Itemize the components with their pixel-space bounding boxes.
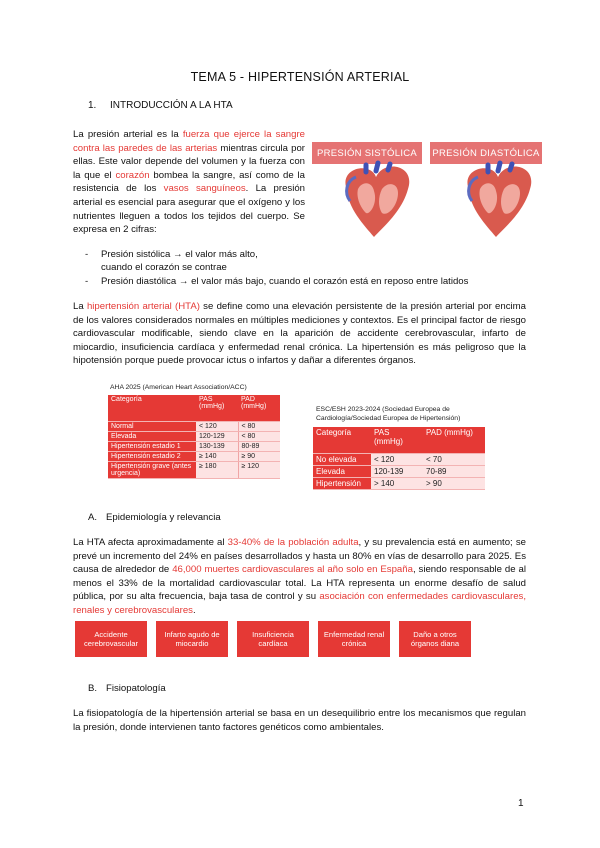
section-title: Epidemiología y relevancia — [106, 512, 221, 523]
table-cell: 80-89 — [238, 442, 280, 452]
table-row — [108, 432, 280, 442]
section-number: 1. — [88, 100, 97, 111]
complications-boxes — [75, 621, 471, 657]
table-cell: Hipertensión grave (antes urgencia) — [108, 462, 196, 479]
table-cell: 120-129 — [196, 432, 238, 442]
text-run: mientras circula por ellas. Este valor depende del volumen y la fuerza con la que el — [73, 142, 306, 181]
table-row — [108, 462, 280, 479]
heart-icon — [308, 135, 546, 240]
table-cell: < 80 — [238, 422, 280, 432]
esc-classification-table — [313, 427, 485, 490]
table-cell: < 120 — [371, 454, 423, 466]
list-item-continuation: cuando el corazón se contrae — [101, 262, 227, 274]
diastolic-label: PRESIÓN DIASTÓLICA — [430, 142, 542, 164]
highlight-text: vasos sanguíneos — [163, 183, 246, 195]
highlight-text: 33-40% de la población adulta — [227, 537, 359, 548]
table-cell: Elevada — [108, 432, 196, 442]
table-cell: ≥ 90 — [238, 452, 280, 462]
bullet-dash: - — [85, 249, 89, 260]
section-letter: A. — [88, 512, 98, 523]
text-run: se define como una elevación persistente de la presión arterial por encima de los valores considerados normales en múltiples mediciones y contextos. Es el principal factor de riesgo cardiovascular modificable, siendo clave en la aparición de accidente cerebrovascular, infarto de miocardio, insuficiencia cardíaca y enfermedad renal crónica. La hipertensión es más peligroso que la hipotensión porque puede provocar ictus o infartos y dañar a diferentes órganos. — [73, 301, 526, 367]
hta-definition-paragraph — [73, 300, 526, 368]
complication-box: Infarto agudo de miocardio — [156, 621, 228, 657]
table-row — [313, 478, 485, 490]
list-item-text: Presión diastólica → el valor más bajo, cuando el corazón está en reposo entre latidos — [101, 275, 469, 287]
table-header-row — [313, 427, 485, 454]
table-row — [108, 422, 280, 432]
table-row — [108, 452, 280, 462]
bullet-dash: - — [85, 275, 89, 287]
complication-box: Daño a otros órganos diana — [399, 621, 471, 657]
intro-paragraph — [73, 128, 305, 237]
table-cell: 130-139 — [196, 442, 238, 452]
text-run: La presión arterial es la — [73, 129, 183, 140]
list-item-text: Presión sistólica → el valor más alto, — [101, 249, 258, 260]
highlight-text: 46,000 muertes cardiovasculares al año solo en España — [172, 564, 413, 576]
highlight-text: hipertensión arterial (HTA) — [86, 301, 200, 312]
epidemiology-paragraph — [73, 536, 526, 618]
table-cell: No elevada — [313, 454, 371, 466]
table-cell: Hipertensión — [313, 478, 371, 490]
section-letter: B. — [88, 683, 98, 694]
aha-table-caption: AHA 2025 (American Heart Association/ACC) — [110, 384, 247, 391]
section-title: Fisiopatología — [106, 683, 166, 694]
table-row — [108, 442, 280, 452]
text-run: La HTA afecta aproximadamente al — [73, 537, 228, 548]
esc-table-caption: ESC/ESH 2023-2024 (Sociedad Europea de Cardiología/Sociedad Europea de Hipertensión) — [316, 406, 461, 422]
document-title: TEMA 5 - HIPERTENSIÓN ARTERIAL — [190, 70, 410, 84]
aha-classification-table — [108, 395, 280, 479]
table-header: PAD (mmHg) — [423, 427, 485, 454]
table-header: Categoría — [108, 395, 196, 422]
table-header: PAS (mmHg) — [196, 395, 238, 422]
table-cell: > 90 — [423, 478, 485, 490]
table-header: PAD (mmHg) — [238, 395, 280, 422]
table-cell: < 120 — [196, 422, 238, 432]
text-run: , y su prevalencia está en aumento; se prevé un incremento del 24% en países desarrollados y hasta un 80% en vías de desarrollo para 2025. Es causa de alrededor de — [73, 537, 526, 576]
list-item — [85, 248, 468, 261]
section-heading-physiopathology — [88, 683, 166, 694]
complication-box: Accidente cerebrovascular — [75, 621, 147, 657]
table-cell: > 140 — [371, 478, 423, 490]
highlight-text: corazón — [115, 169, 150, 181]
table-cell: ≥ 140 — [196, 452, 238, 462]
table-cell: Hipertensión estadio 2 — [108, 452, 196, 462]
text-run: La — [73, 301, 87, 312]
table-cell: Normal — [108, 422, 196, 432]
physiopathology-paragraph: La fisiopatología de la hipertensión arterial se basa en un desequilibrio entre los mecanismos que regulan la presión, donde intervienen tanto factores genéticos como ambientales. — [73, 708, 526, 733]
table-cell: Elevada — [313, 466, 371, 478]
table-cell: < 80 — [238, 432, 280, 442]
table-cell: 120-139 — [371, 466, 423, 478]
table-cell: 70-89 — [423, 466, 485, 478]
systolic-label: PRESIÓN SISTÓLICA — [312, 142, 422, 164]
table-header: PAS (mmHg) — [371, 427, 423, 454]
pressure-list — [85, 248, 468, 288]
list-item — [85, 275, 468, 288]
text-run: bombea la sangre, así como de la resistencia de los — [73, 169, 305, 195]
section-title: INTRODUCCIÓN A LA HTA — [110, 100, 233, 111]
table-cell: ≥ 180 — [196, 462, 238, 479]
table-row — [313, 454, 485, 466]
table-header-row — [108, 395, 280, 422]
highlight-text: asociación con enfermedades cardiovasculares, renales y cerebrovasculares — [73, 591, 527, 616]
blood-pressure-illustration — [308, 135, 546, 240]
complication-box: Insuficiencia cardíaca — [237, 621, 309, 657]
section-heading-intro — [88, 100, 233, 111]
section-heading-epidemiology — [88, 512, 221, 523]
text-run: . — [192, 604, 196, 616]
table-header: Categoría — [313, 427, 371, 454]
complication-box: Enfermedad renal crónica — [318, 621, 390, 657]
table-cell: Hipertensión estadio 1 — [108, 442, 196, 452]
table-cell: < 70 — [423, 454, 485, 466]
text-run: , siendo responsable de al menos el 33% de la mortalidad cardiovascular total. La HTA representa un enorme desafío de salud pública, por su alta frecuencia, baja tasa de control y su — [73, 564, 526, 603]
highlight-text: fuerza que ejerce la sangre contra las paredes de las arterias — [73, 129, 306, 154]
table-row — [313, 466, 485, 478]
table-cell: ≥ 120 — [238, 462, 280, 479]
text-run: . La presión arterial es esencial para asegurar que el oxígeno y los nutrientes lleguen a todos los tejidos del cuerpo. Se expresa en 2 cifras: — [73, 183, 305, 236]
page-number: 1 — [518, 798, 524, 809]
